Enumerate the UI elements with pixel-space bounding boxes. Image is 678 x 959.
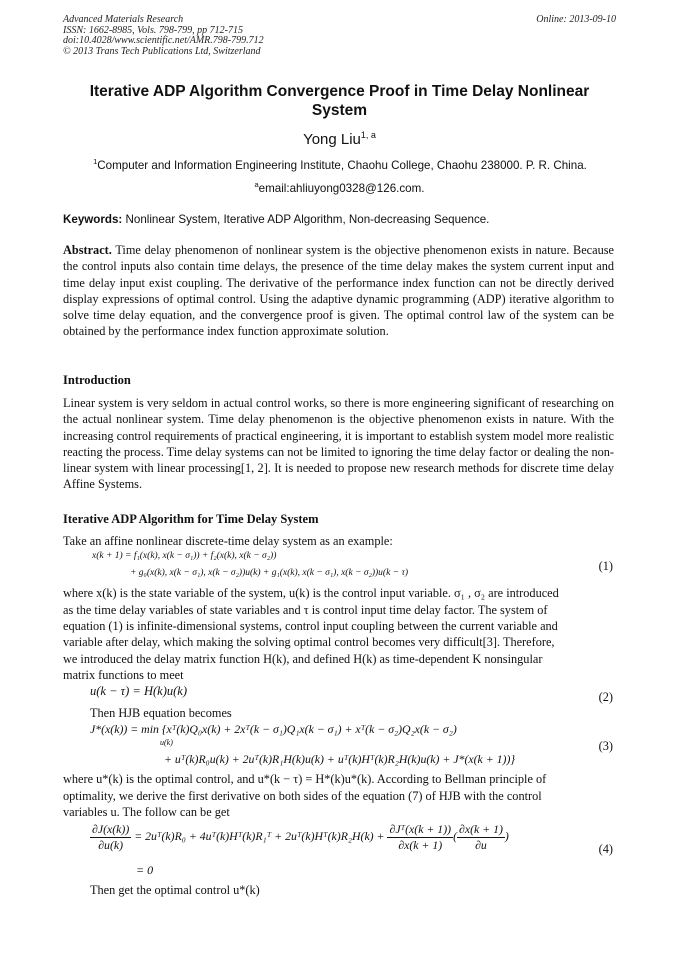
hjb-lead: Then HJB equation becomes [90, 706, 232, 720]
para1-line1: where x(k) is the state variable of the system, u(k) is the control input variable. σ₁ , σ₂ are introduced [63, 586, 559, 600]
para1-line4: variable after delay, which making the solving optimal control becomes very difficult[3]. Therefore, [63, 635, 555, 649]
eq4-middle: = 2uᵀ(k)R₀ + 4uᵀ(k)Hᵀ(k)R₁ᵀ + 2uᵀ(k)Hᵀ(k)R₂H(k) + [134, 829, 385, 844]
author-sup: 1, a [360, 130, 376, 140]
equation-2: u(k − τ) = H(k)u(k) [90, 684, 187, 698]
section2-lead: Take an affine nonlinear discrete-time delay system as an example: [63, 534, 393, 548]
intro-text: Linear system is very seldom in actual control works, so there is more engineering significant of researching on the actual nonlinear system. Time delay phenomenon is the objective phenomenon exists in nature. With the increasing control requirements of practical engineering, it is important to establish system model more realistic reacting the process. Time delay systems can not be limited to ignoring the time delay factor or dealing the non-linear system with linear processing[1, 2]. It is needed to propose new research methods for discrete time delay Affine Systems. [63, 396, 614, 492]
eq4-num-3: ∂x(k + 1) [459, 822, 503, 836]
equation-3-number: (3) [598, 739, 613, 753]
equation-4-line2: = 0 [136, 863, 154, 877]
email-text: email:ahliuyong0328@126.com. [258, 181, 425, 195]
journal-header [63, 15, 616, 57]
para1-line3: equation (1) is infinite-dimensional systems, control input coupling between the current variable and [63, 619, 558, 633]
abstract [63, 242, 614, 340]
affiliation-sup: 1 [93, 157, 98, 166]
keywords-text: Nonlinear System, Iterative ADP Algorithm, Non-decreasing Sequence. [125, 213, 490, 226]
abstract-text: Time delay phenomenon of nonlinear system is the objective phenomenon exists in nature. Because the control inputs also contain time delays, the presence of the time delay makes the system current input and time delay input exist coupling. The derivative of the performance index function can not be directly derived display expressions of optimal control. Using the adaptive dynamic programming (ADP) iterative algorithm to solve time delay equation, and the convergence proof is given. The optimal control law of the system can be obtained by the performance index function approximate solution. [63, 243, 614, 339]
author-name: Yong Liu [303, 131, 361, 148]
eq4-fraction-3 [457, 822, 505, 853]
keywords [63, 213, 623, 226]
equation-3-line2: + uᵀ(k)R₀u(k) + 2uᵀ(k)R₁H(k)u(k) + uᵀ(k)Hᵀ(k)R₂H(k)u(k) + J*(x(k + 1))} [164, 752, 516, 766]
abstract-label: Abstract. [63, 243, 112, 257]
section2-heading: Iterative ADP Algorithm for Time Delay System [63, 512, 319, 526]
paper-title: Iterative ADP Algorithm Convergence Proof in Time Delay Nonlinear System [89, 83, 590, 119]
para2-line1: where u*(k) is the optimal control, and u*(k − τ) = H*(k)u*(k). According to Bellman principle of [63, 772, 547, 786]
para1-line5: we introduced the delay matrix function H(k), and defined H(k) as time-dependent K nonsingular [63, 652, 543, 666]
email-sup: a [254, 180, 259, 189]
equation-1-line2: + g₀(x(k), x(k − σ₁), x(k − σ₂))u(k) + g₁(x(k), x(k − σ₁), x(k − σ₂))u(k − τ) [130, 568, 409, 578]
eq4-num-2: ∂Jᵀ(x(k + 1)) [389, 822, 452, 836]
affiliation-text: Computer and Information Engineering Institute, Chaohu College, Chaohu 238000. P. R. China. [97, 158, 587, 172]
equation-4-number: (4) [598, 842, 613, 856]
journal-name: Advanced Materials Research [63, 14, 184, 25]
equation-1-number: (1) [598, 559, 613, 573]
eq4-fraction-2 [387, 822, 453, 853]
eq4-den-2: ∂x(k + 1) [398, 838, 443, 852]
para1-line2: as the time delay variables of state variables and τ is control input time delay factor. The system of [63, 603, 548, 617]
affiliation [40, 157, 640, 172]
equation-3-sub: u(k) [160, 738, 173, 747]
para2-line2: optimality, we derive the first derivative on both sides of the equation (7) of HJB with the control [63, 789, 542, 803]
eq4-den-3: ∂u [475, 838, 487, 852]
eq4-fraction-1 [90, 822, 131, 853]
issn: ISSN: 1662-8985, Vols. 798-799, pp 712-715 [63, 24, 243, 36]
online-date: Online: 2013-09-10 [536, 14, 616, 25]
equation-3-line1: J*(x(k)) = min {xᵀ(k)Q₀x(k) + 2xᵀ(k − σ₁)Q₁x(k − σ₁) + xᵀ(k − σ₂)Q₂x(k − σ₂) [90, 722, 457, 736]
copyright: © 2013 Trans Tech Publications Ltd, Switzerland [63, 45, 261, 57]
equation-4-line1: $\frac{\partial J(x(k))}{\partial u(k)}$ = 2uᵀ(k)R₀ + 4uᵀ(k)Hᵀ(k)R₁ᵀ + 2uᵀ(k)Hᵀ(k)R₂H(k) + $\frac{\text{∂Jᵀ(x(k + 1))}}{\partial x(k + 1)}$ ( $\frac{\partial x(k + 1)}{\partial u}$ ) [92, 822, 509, 852]
final-line: Then get the optimal control u*(k) [90, 883, 260, 897]
para2-line3: variables u. The follow can be get [63, 805, 230, 819]
eq4-den-1: ∂u(k) [98, 838, 124, 852]
doi: doi:10.4028/www.scientific.net/AMR.798-799.712 [63, 35, 264, 47]
author [63, 130, 616, 148]
email [63, 180, 616, 195]
equation-1-line1: x(k + 1) = f₁(x(k), x(k − σ₁)) + f₂(x(k), x(k − σ₂)) [92, 551, 277, 561]
intro-heading: Introduction [63, 373, 131, 387]
eq4-num-1: ∂J(x(k)) [92, 822, 130, 836]
keywords-label: Keywords: [63, 213, 123, 226]
para1-line6: matrix functions to meet [63, 668, 184, 682]
equation-2-number: (2) [598, 690, 613, 704]
